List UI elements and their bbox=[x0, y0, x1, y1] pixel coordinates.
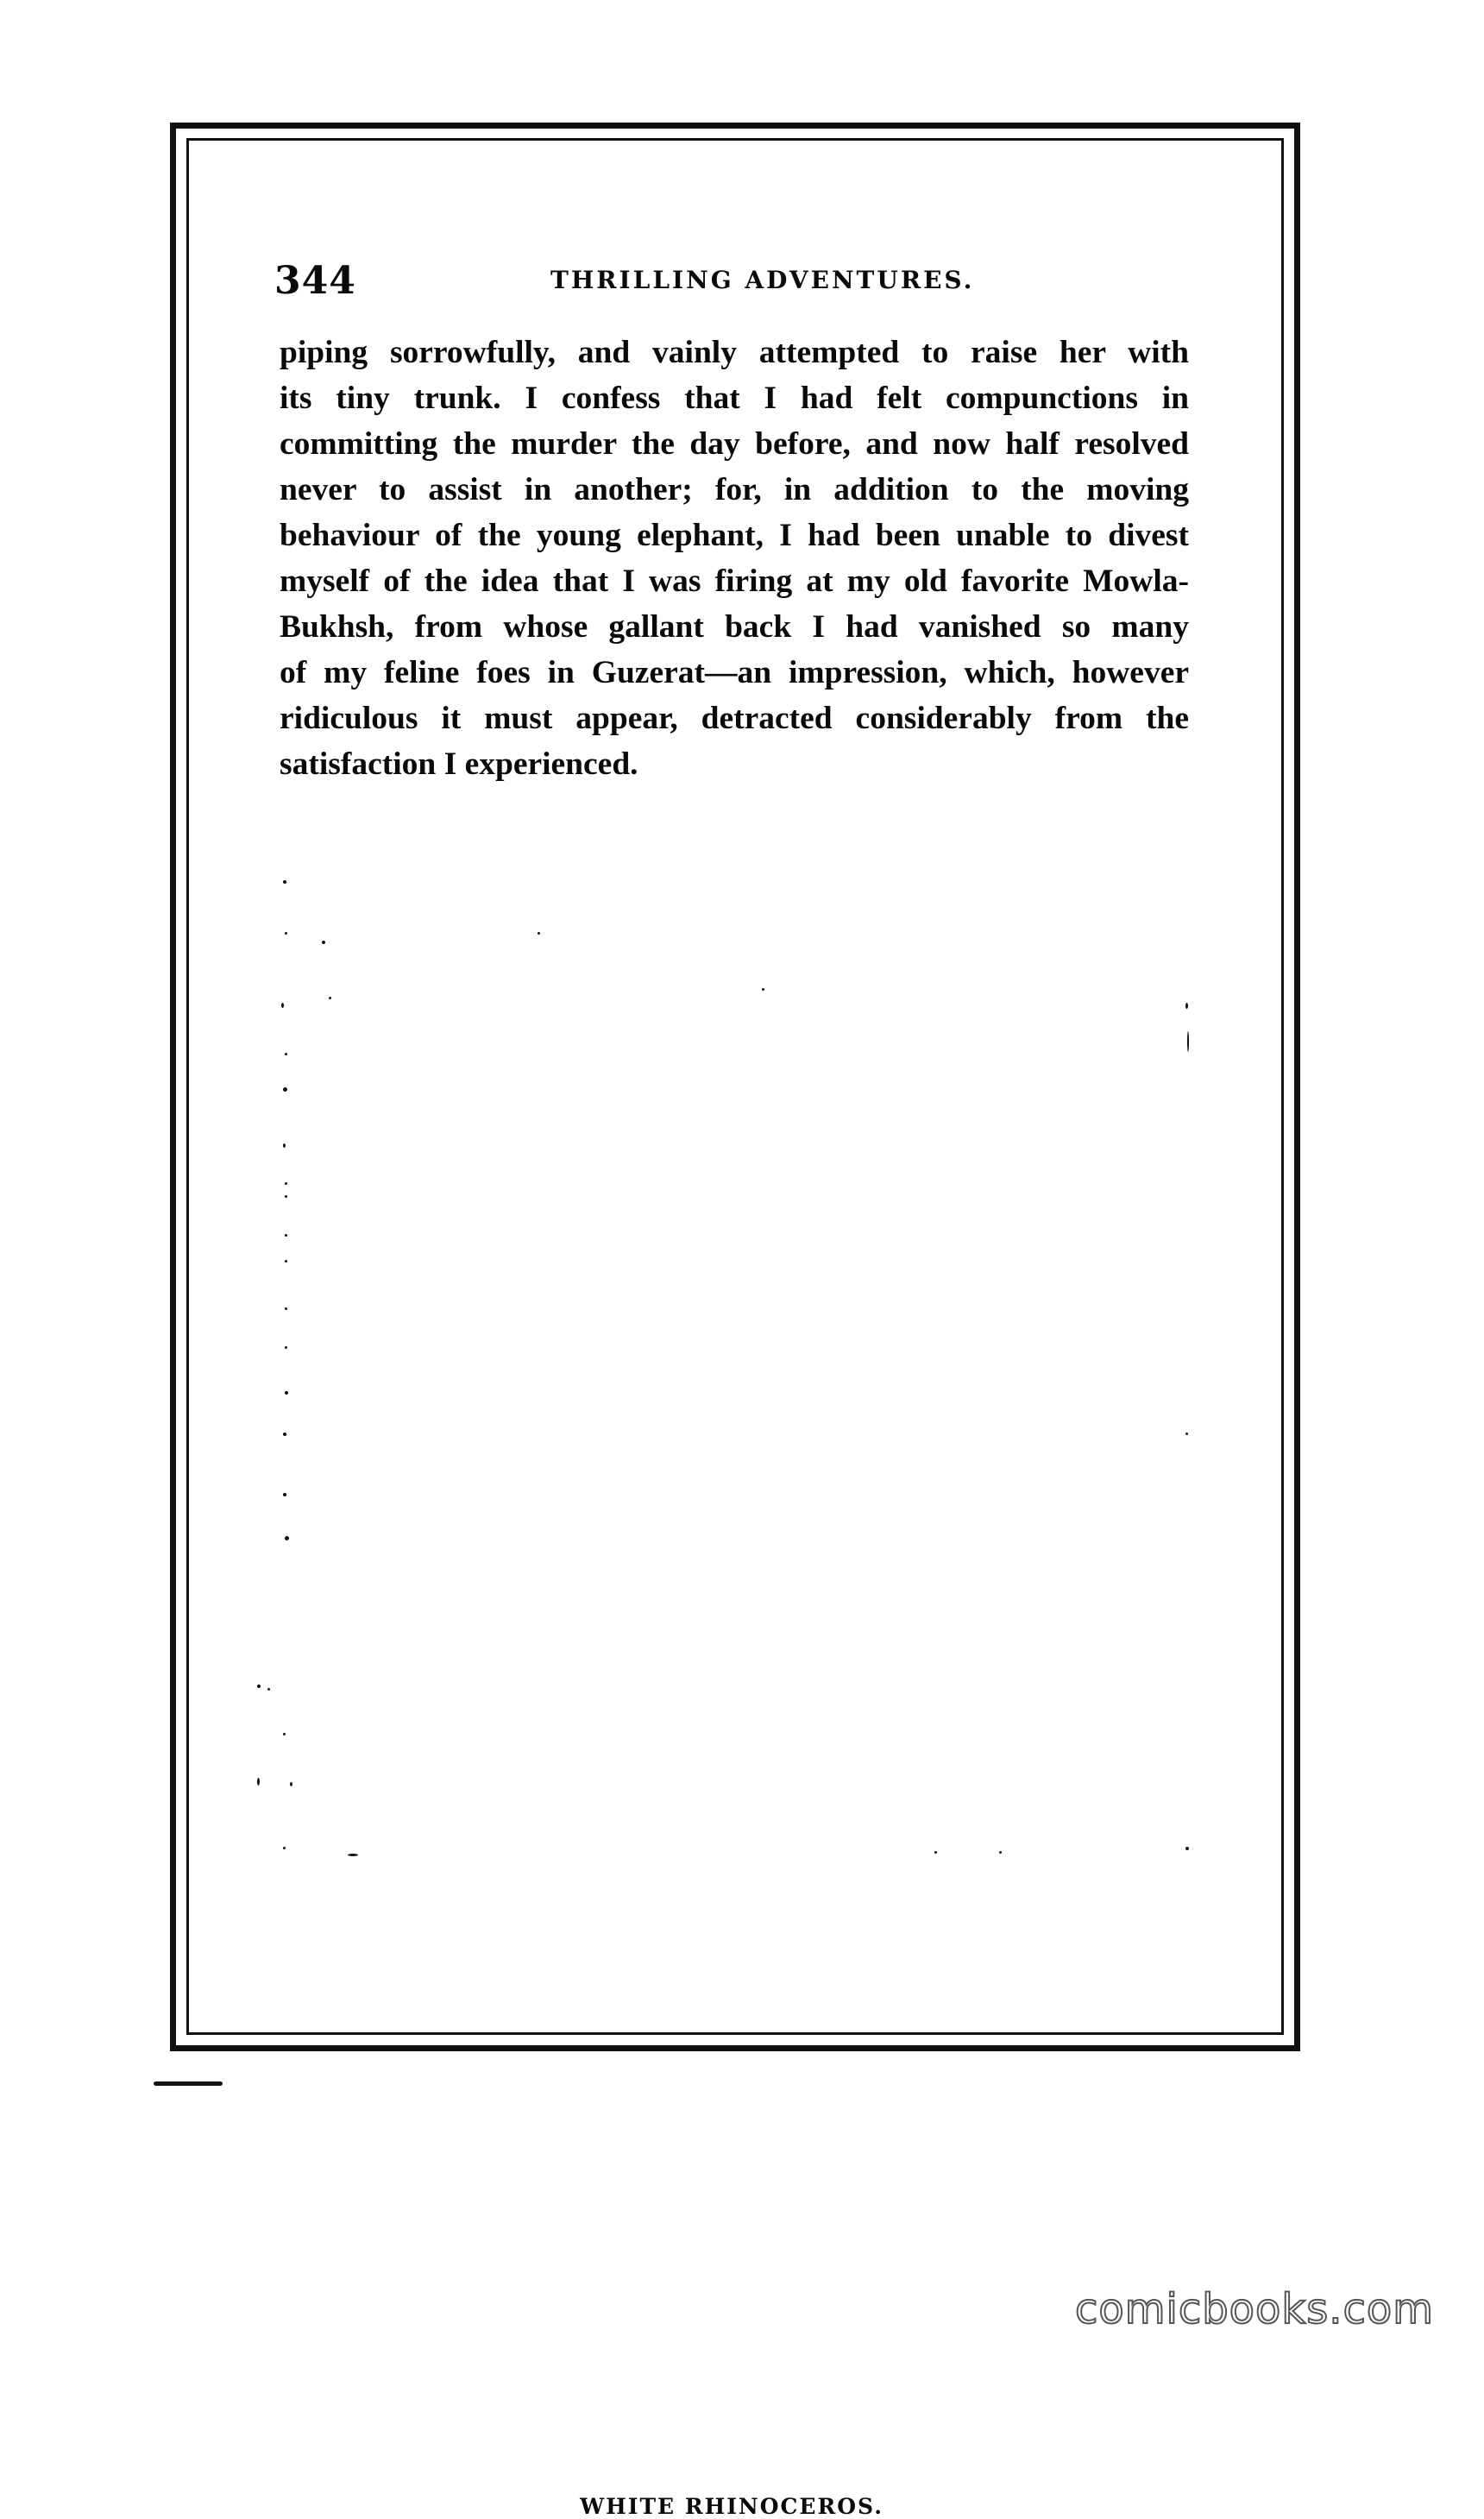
text-line: piping sorrowfully, and vainly attempted to raise her with bbox=[280, 335, 1189, 370]
print-speck bbox=[283, 1433, 286, 1436]
text-line: never to assist in another; for, in addition to the moving bbox=[280, 472, 1189, 507]
text-line: satisfaction I experienced. bbox=[280, 746, 638, 782]
print-speck bbox=[1185, 1847, 1189, 1850]
body-paragraph bbox=[280, 330, 1189, 787]
print-speck bbox=[1187, 1031, 1189, 1052]
text-line: committing the murder the day before, and now half resolved bbox=[280, 426, 1189, 462]
print-speck bbox=[285, 1307, 287, 1310]
running-title: THRILLING ADVENTURES. bbox=[550, 266, 975, 294]
print-speck bbox=[1185, 1003, 1188, 1009]
print-speck bbox=[538, 932, 540, 935]
watermark: comicbooks.com bbox=[1074, 2285, 1434, 2333]
print-speck bbox=[267, 1688, 270, 1691]
print-speck bbox=[257, 1685, 261, 1688]
print-speck bbox=[283, 1143, 286, 1148]
print-speck bbox=[283, 1733, 286, 1735]
text-line: behaviour of the young elephant, I had been unable to divest bbox=[280, 518, 1189, 553]
text-line: ridiculous it must appear, detracted considerably from the bbox=[280, 701, 1189, 736]
print-speck bbox=[285, 1260, 287, 1263]
print-speck bbox=[290, 1782, 292, 1786]
running-head bbox=[274, 259, 1189, 302]
gutter-mark bbox=[154, 2081, 223, 2086]
print-speck bbox=[934, 1851, 937, 1854]
print-speck bbox=[285, 1346, 287, 1349]
print-speck bbox=[322, 941, 325, 944]
print-speck bbox=[999, 1851, 1002, 1854]
print-speck bbox=[285, 1391, 288, 1395]
text-line: Bukhsh, from whose gallant back I had vanished so many bbox=[280, 609, 1189, 645]
print-speck bbox=[283, 880, 286, 884]
print-speck bbox=[283, 1087, 287, 1092]
page-number: 344 bbox=[274, 259, 356, 303]
text-line: of my feline foes in Guzerat—an impression, which, however bbox=[280, 655, 1189, 690]
print-speck bbox=[285, 1195, 287, 1198]
print-speck bbox=[285, 1536, 289, 1540]
illustration-caption: WHITE RHINOCEROS. bbox=[580, 2494, 883, 2519]
print-speck bbox=[281, 1003, 284, 1008]
text-line: its tiny trunk. I confess that I had felt compunctions in bbox=[280, 381, 1189, 416]
print-speck bbox=[285, 1234, 287, 1237]
print-speck bbox=[283, 1847, 286, 1849]
print-speck bbox=[329, 997, 331, 999]
print-speck bbox=[283, 1493, 286, 1496]
print-speck bbox=[348, 1854, 358, 1856]
print-speck bbox=[285, 1053, 287, 1055]
print-speck bbox=[257, 1778, 260, 1785]
print-speck bbox=[285, 932, 287, 935]
text-line: myself of the idea that I was firing at my old favorite Mowla- bbox=[280, 564, 1189, 599]
print-speck bbox=[1185, 1433, 1188, 1435]
illustration-area bbox=[274, 803, 1189, 2519]
print-speck bbox=[762, 988, 764, 991]
print-speck bbox=[285, 1182, 287, 1185]
